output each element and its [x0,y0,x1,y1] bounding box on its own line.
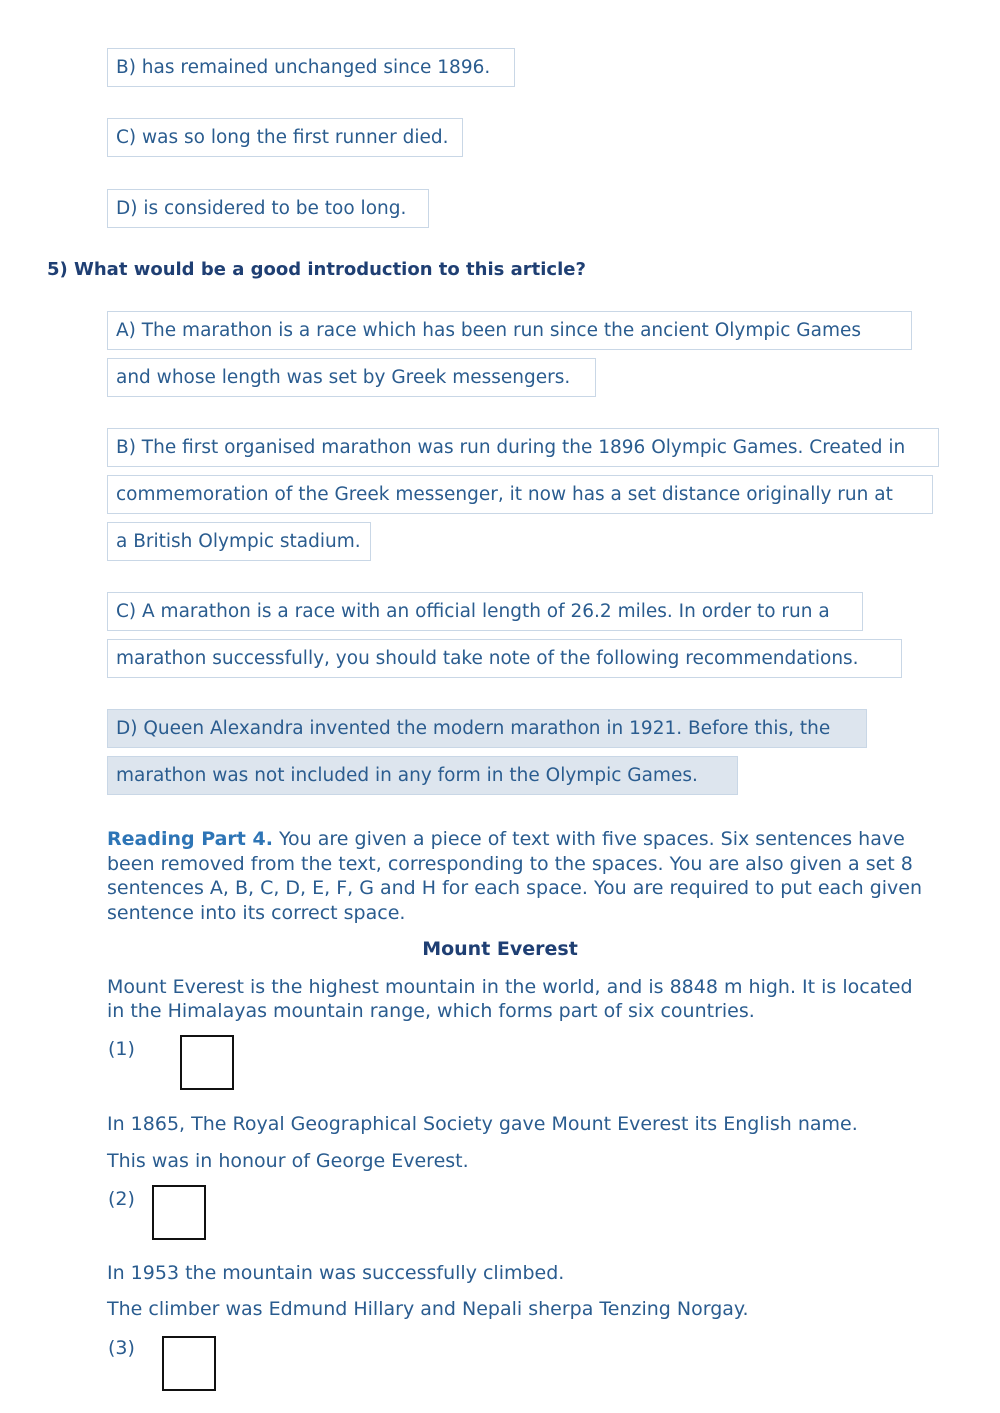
q5-option-b-line-2[interactable]: commemoration of the Greek messenger, it now has a set distance originally run at [107,475,933,514]
q4-option-b[interactable]: B) has remained unchanged since 1896. [107,48,515,87]
gap-1-drop-box[interactable] [180,1035,234,1090]
gap-1-label: (1) [108,1038,135,1060]
q5-option-a-line-2[interactable]: and whose length was set by Greek messengers. [107,358,596,397]
gap-2-label: (2) [108,1188,135,1210]
paragraph-2-line-2: This was in honour of George Everest. [107,1150,469,1172]
reading-part-4-body: You are given a piece of text with five spaces. Six sentences have been removed from the text, corresponding to the spaces. You are also given a set 8 sentences A, B, C, D, E, F, G and H for each space. You are required to put each given sentence into its correct space. [107,828,923,924]
question-5-prompt: 5) What would be a good introduction to this article? [47,259,586,280]
q4-option-d[interactable]: D) is considered to be too long. [107,189,429,228]
text-title: Mount Everest [422,938,578,960]
q5-option-d-line-2[interactable]: marathon was not included in any form in the Olympic Games. [107,756,738,795]
gap-3-drop-box[interactable] [162,1336,216,1391]
reading-part-4-instructions [107,827,957,925]
paragraph-1-line-1: Mount Everest is the highest mountain in the world, and is 8848 m high. It is located [107,976,913,998]
q5-option-b-line-1[interactable]: B) The first organised marathon was run during the 1896 Olympic Games. Created in [107,428,939,467]
q5-option-a-line-1[interactable]: A) The marathon is a race which has been run since the ancient Olympic Games [107,311,912,350]
q4-option-c[interactable]: C) was so long the first runner died. [107,118,463,157]
paragraph-3-line-2: The climber was Edmund Hillary and Nepali sherpa Tenzing Norgay. [107,1298,749,1320]
q5-option-c-line-1[interactable]: C) A marathon is a race with an official length of 26.2 miles. In order to run a [107,592,863,631]
paragraph-2-line-1: In 1865, The Royal Geographical Society gave Mount Everest its English name. [107,1113,858,1135]
q5-option-d-line-1[interactable]: D) Queen Alexandra invented the modern marathon in 1921. Before this, the [107,709,867,748]
gap-3-label: (3) [108,1337,135,1359]
paragraph-3-line-1: In 1953 the mountain was successfully climbed. [107,1262,565,1284]
gap-2-drop-box[interactable] [152,1185,206,1240]
q5-option-b-line-3[interactable]: a British Olympic stadium. [107,522,371,561]
reading-part-4-heading: Reading Part 4. [107,828,273,850]
q5-option-c-line-2[interactable]: marathon successfully, you should take note of the following recommendations. [107,639,902,678]
paragraph-1-line-2: in the Himalayas mountain range, which forms part of six countries. [107,1000,755,1022]
